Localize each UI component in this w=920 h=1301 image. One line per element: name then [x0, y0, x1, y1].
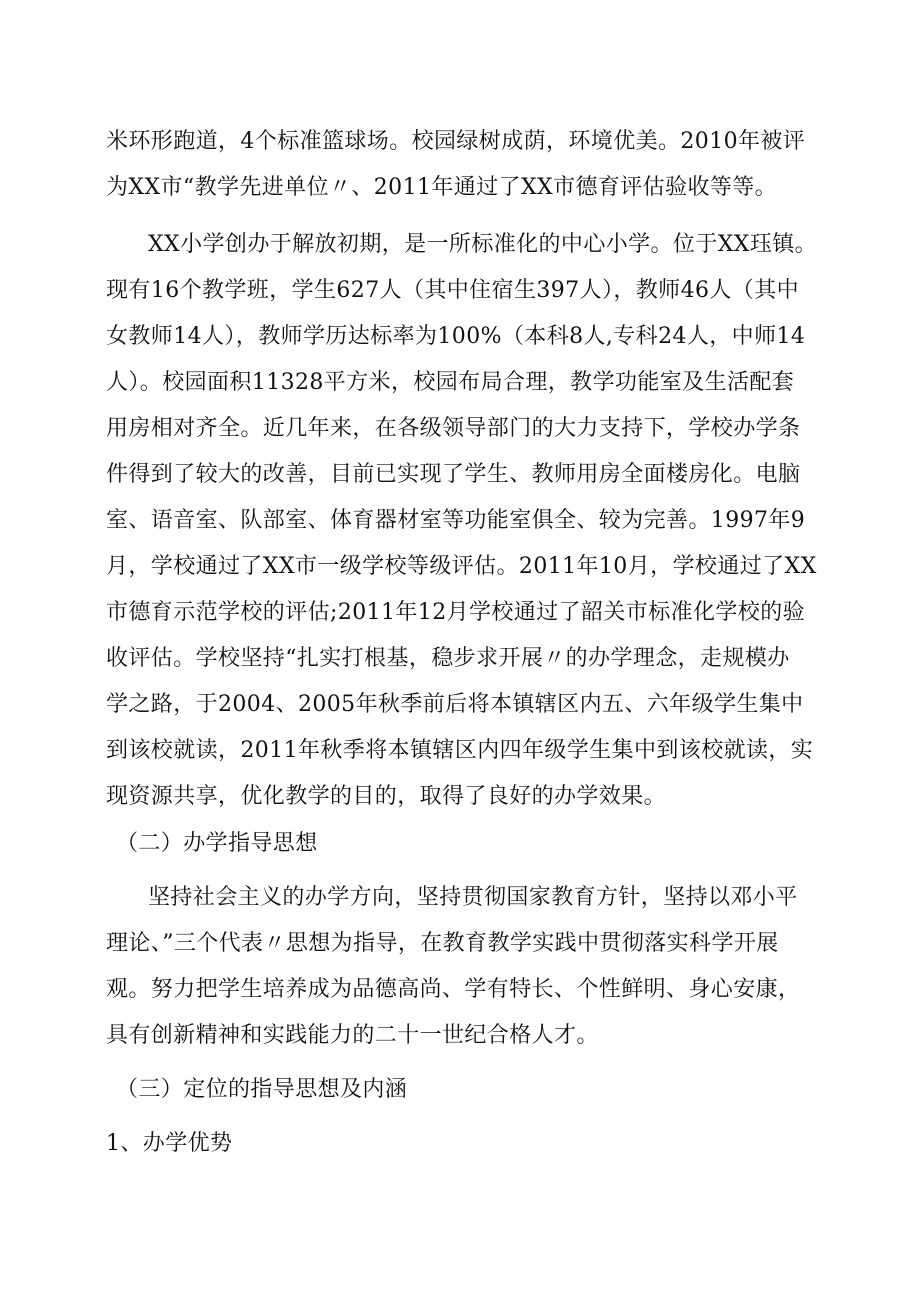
text-line: 人）。校园面积11328平方米，校园布局合理，教学功能室及生活配套: [106, 370, 795, 395]
text-line: 到该校就读，2011年秋季将本镇辖区内四年级学生集中到该校就读，实: [106, 738, 814, 763]
text-line: 为XX市“教学先进单位〃、2011年通过了XX市德育评估验收等等。: [106, 175, 778, 200]
text-line: 女教师14人），教师学历达标率为100%（本科8人,专科24人，中师14: [106, 324, 806, 349]
text-line: 室、语音室、队部室、体育器材室等功能室俱全、较为完善。1997年9: [106, 508, 806, 533]
text-line: 观。努力把学生培养成为品德高尚、学有特长、个性鲜明、身心安康，: [106, 977, 801, 1002]
section-heading-guiding-ideology: （二）办学指导思想: [116, 831, 318, 856]
text-line: XX小学创办于解放初期，是一所标准化的中心小学。位于XX珏镇。: [148, 232, 818, 257]
text-line: 市德育示范学校的评估;2011年12月学校通过了韶关市标准化学校的验: [106, 600, 805, 625]
text-line: 月，学校通过了XX市一级学校等级评估。2011年10月，学校通过了XX: [106, 554, 817, 579]
text-line: 坚持社会主义的办学方向，坚持贯彻国家教育方针，坚持以邓小平: [148, 885, 798, 910]
text-line: 理论、”三个代表〃思想为指导，在教育教学实践中贯彻落实科学开展: [106, 931, 779, 956]
section-heading-positioning: （三）定位的指导思想及内涵: [116, 1077, 408, 1102]
text-line: 学之路，于2004、2005年秋季前后将本镇辖区内五、六年级学生集中: [106, 692, 804, 717]
text-line: 现有16个教学班，学生627人（其中住宿生397人），教师46人（其中: [106, 278, 799, 303]
text-line: 现资源共享，优化教学的目的，取得了良好的办学效果。: [106, 784, 667, 809]
text-line: 具有创新精神和实践能力的二十一世纪合格人才。: [106, 1023, 599, 1048]
text-line: 用房相对齐全。近几年来，在各级领导部门的大力支持下，学校办学条: [106, 416, 801, 441]
subsection-heading-advantages: 1、办学优势: [106, 1131, 233, 1156]
text-line: 件得到了较大的改善，目前已实现了学生、教师用房全面楼房化。电脑: [106, 462, 801, 487]
text-line: 米环形跑道，4个标准篮球场。校园绿树成荫，环境优美。2010年被评: [106, 129, 806, 154]
text-line: 收评估。学校坚持“扎实打根基，稳步求开展〃的办学理念，走规模办: [106, 646, 790, 671]
